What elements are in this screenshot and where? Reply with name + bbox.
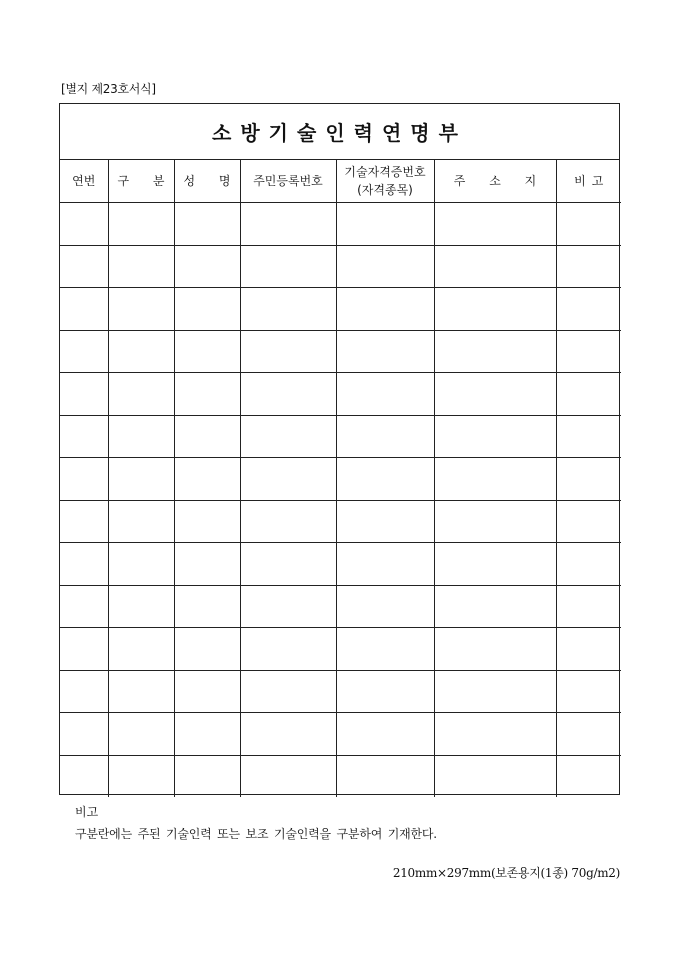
cell-address[interactable] — [434, 585, 556, 628]
form-title: 소방기술인력연명부 — [212, 121, 467, 145]
cell-license_no[interactable] — [336, 415, 434, 458]
cell-address[interactable] — [434, 628, 556, 671]
cell-remarks[interactable] — [556, 755, 621, 797]
cell-name[interactable] — [174, 288, 240, 331]
cell-resident_no[interactable] — [240, 245, 336, 288]
cell-resident_no[interactable] — [240, 543, 336, 586]
cell-resident_no[interactable] — [240, 458, 336, 501]
personnel-table — [60, 160, 621, 797]
cell-remarks[interactable] — [556, 288, 621, 331]
cell-resident_no[interactable] — [240, 415, 336, 458]
table-row — [60, 713, 621, 756]
cell-name[interactable] — [174, 670, 240, 713]
paper-spec: 210mm×297mm(보존용지(1종) 70g/m2) — [392, 866, 620, 880]
cell-license_no[interactable] — [336, 203, 434, 246]
header-resident-number: 주민등록번호 — [240, 160, 336, 203]
cell-name[interactable] — [174, 203, 240, 246]
table-row — [60, 543, 621, 586]
cell-serial[interactable] — [60, 458, 108, 501]
cell-category[interactable] — [108, 373, 174, 416]
roster-form — [59, 103, 620, 795]
cell-remarks[interactable] — [556, 500, 621, 543]
cell-address[interactable] — [434, 500, 556, 543]
cell-category[interactable] — [108, 330, 174, 373]
cell-name[interactable] — [174, 628, 240, 671]
header-serial: 연번 — [60, 160, 108, 203]
cell-serial[interactable] — [60, 500, 108, 543]
cell-address[interactable] — [434, 330, 556, 373]
cell-license_no[interactable] — [336, 755, 434, 797]
cell-serial[interactable] — [60, 755, 108, 797]
cell-name[interactable] — [174, 755, 240, 797]
cell-category[interactable] — [108, 755, 174, 797]
cell-address[interactable] — [434, 415, 556, 458]
table-row — [60, 458, 621, 501]
table-row — [60, 373, 621, 416]
cell-serial[interactable] — [60, 670, 108, 713]
cell-serial[interactable] — [60, 628, 108, 671]
header-license-type: (자격종목) — [357, 183, 413, 197]
header-license-number: 기술자격증번호 (자격종목) — [336, 160, 434, 203]
cell-name[interactable] — [174, 585, 240, 628]
note-text: 구분란에는 주된 기술인력 또는 보조 기술인력을 구분하여 기재한다. — [75, 827, 437, 841]
header-category: 구 분 — [108, 160, 174, 203]
cell-resident_no[interactable] — [240, 373, 336, 416]
title-row — [60, 104, 619, 160]
cell-serial[interactable] — [60, 203, 108, 246]
cell-serial[interactable] — [60, 713, 108, 756]
cell-resident_no[interactable] — [240, 628, 336, 671]
table-row — [60, 288, 621, 331]
cell-license_no[interactable] — [336, 713, 434, 756]
cell-license_no[interactable] — [336, 628, 434, 671]
table-row — [60, 628, 621, 671]
cell-resident_no[interactable] — [240, 500, 336, 543]
cell-serial[interactable] — [60, 245, 108, 288]
cell-license_no[interactable] — [336, 245, 434, 288]
cell-category[interactable] — [108, 543, 174, 586]
header-name: 성 명 — [174, 160, 240, 203]
cell-category[interactable] — [108, 245, 174, 288]
cell-serial[interactable] — [60, 288, 108, 331]
cell-remarks[interactable] — [556, 543, 621, 586]
cell-category[interactable] — [108, 203, 174, 246]
cell-name[interactable] — [174, 245, 240, 288]
cell-address[interactable] — [434, 203, 556, 246]
header-remarks: 비고 — [556, 160, 621, 203]
cell-remarks[interactable] — [556, 713, 621, 756]
cell-remarks[interactable] — [556, 373, 621, 416]
header-address: 주 소 지 — [434, 160, 556, 203]
cell-name[interactable] — [174, 500, 240, 543]
cell-remarks[interactable] — [556, 415, 621, 458]
cell-remarks[interactable] — [556, 458, 621, 501]
cell-serial[interactable] — [60, 373, 108, 416]
cell-remarks[interactable] — [556, 330, 621, 373]
cell-remarks[interactable] — [556, 203, 621, 246]
cell-resident_no[interactable] — [240, 755, 336, 797]
cell-address[interactable] — [434, 245, 556, 288]
cell-resident_no[interactable] — [240, 585, 336, 628]
cell-remarks[interactable] — [556, 670, 621, 713]
cell-category[interactable] — [108, 585, 174, 628]
cell-resident_no[interactable] — [240, 203, 336, 246]
cell-address[interactable] — [434, 458, 556, 501]
header-row — [60, 160, 621, 203]
cell-address[interactable] — [434, 543, 556, 586]
cell-address[interactable] — [434, 288, 556, 331]
table-row — [60, 245, 621, 288]
cell-license_no[interactable] — [336, 373, 434, 416]
cell-address[interactable] — [434, 755, 556, 797]
cell-resident_no[interactable] — [240, 670, 336, 713]
note-heading: 비고 — [75, 805, 99, 819]
cell-license_no[interactable] — [336, 500, 434, 543]
table-row — [60, 203, 621, 246]
cell-remarks[interactable] — [556, 628, 621, 671]
cell-license_no[interactable] — [336, 330, 434, 373]
table-row — [60, 415, 621, 458]
cell-address[interactable] — [434, 713, 556, 756]
cell-category[interactable] — [108, 713, 174, 756]
cell-name[interactable] — [174, 543, 240, 586]
table-row — [60, 500, 621, 543]
cell-resident_no[interactable] — [240, 330, 336, 373]
cell-name[interactable] — [174, 713, 240, 756]
cell-category[interactable] — [108, 415, 174, 458]
cell-license_no[interactable] — [336, 585, 434, 628]
cell-remarks[interactable] — [556, 245, 621, 288]
cell-resident_no[interactable] — [240, 713, 336, 756]
cell-category[interactable] — [108, 288, 174, 331]
table-row — [60, 585, 621, 628]
cell-serial[interactable] — [60, 543, 108, 586]
form-number-label: [별지 제23호서식] — [61, 82, 156, 96]
cell-address[interactable] — [434, 373, 556, 416]
cell-address[interactable] — [434, 670, 556, 713]
cell-category[interactable] — [108, 628, 174, 671]
cell-serial[interactable] — [60, 415, 108, 458]
cell-name[interactable] — [174, 415, 240, 458]
cell-license_no[interactable] — [336, 288, 434, 331]
cell-remarks[interactable] — [556, 585, 621, 628]
cell-name[interactable] — [174, 373, 240, 416]
table-row — [60, 330, 621, 373]
cell-license_no[interactable] — [336, 458, 434, 501]
table-row — [60, 670, 621, 713]
cell-name[interactable] — [174, 330, 240, 373]
cell-category[interactable] — [108, 670, 174, 713]
cell-category[interactable] — [108, 458, 174, 501]
cell-serial[interactable] — [60, 585, 108, 628]
cell-license_no[interactable] — [336, 670, 434, 713]
cell-name[interactable] — [174, 458, 240, 501]
cell-license_no[interactable] — [336, 543, 434, 586]
cell-resident_no[interactable] — [240, 288, 336, 331]
table-row — [60, 755, 621, 797]
cell-category[interactable] — [108, 500, 174, 543]
cell-serial[interactable] — [60, 330, 108, 373]
